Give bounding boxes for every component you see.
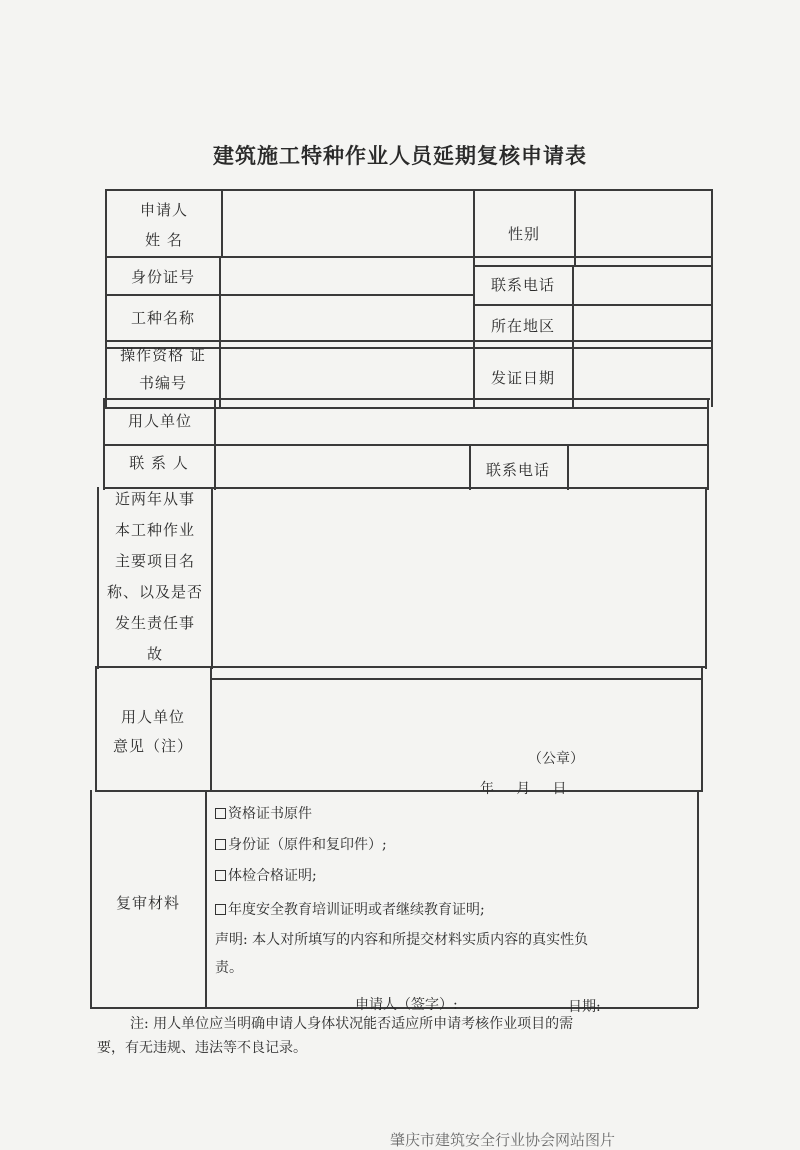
employer-label: 用人单位 bbox=[127, 412, 192, 430]
contact-person-field[interactable] bbox=[216, 446, 468, 486]
id-number-label: 身份证号 bbox=[130, 268, 195, 286]
footnote-line-1: 注: 用人单位应当明确申请人身体状况能否适应所申请考核作业项目的需 bbox=[130, 1016, 574, 1032]
region-field[interactable] bbox=[574, 306, 710, 339]
gender-field[interactable] bbox=[576, 191, 710, 264]
applicant-label-2: 姓 名 bbox=[145, 231, 183, 249]
contact-person-label: 联 系 人 bbox=[129, 454, 189, 472]
gender-label: 性别 bbox=[507, 225, 540, 243]
opinion-date: 年 月 日 bbox=[480, 781, 567, 797]
applicant-name-field[interactable] bbox=[223, 191, 472, 255]
cert-number-label-1: 操作资格 证 bbox=[120, 346, 206, 364]
id-number-field[interactable] bbox=[221, 258, 472, 293]
checkbox-icon[interactable] bbox=[215, 870, 226, 881]
opinion-field[interactable] bbox=[212, 680, 700, 740]
signature-label: 申请人（签字）: bbox=[355, 997, 458, 1013]
footnote-line-2: 要，有无违规、违法等不良记录。 bbox=[97, 1040, 307, 1056]
watermark-text: 肇庆市建筑安全行业协会网站图片 bbox=[390, 1131, 616, 1149]
material-item[interactable]: 年度安全教育培训证明或者继续教育证明; bbox=[215, 899, 485, 919]
issue-date-field[interactable] bbox=[574, 349, 710, 397]
checkbox-icon[interactable] bbox=[215, 839, 226, 850]
signature-field[interactable] bbox=[470, 992, 560, 1010]
sign-date-label: 日期: bbox=[568, 999, 601, 1015]
statement-line-1: 声明: 本人对所填写的内容和所提交材料实质内容的真实性负 bbox=[215, 932, 589, 948]
review-materials-label: 复审材料 bbox=[115, 894, 180, 912]
trade-name-field[interactable] bbox=[221, 296, 472, 339]
cert-number-field[interactable] bbox=[221, 349, 472, 397]
applicant-label-1: 申请人 bbox=[139, 201, 188, 219]
projects-label-line: 主要项目名 bbox=[114, 552, 195, 570]
checkbox-icon[interactable] bbox=[215, 904, 226, 915]
statement-line-2: 责。 bbox=[215, 960, 243, 976]
phone-field[interactable] bbox=[574, 267, 710, 303]
projects-label-line: 本工种作业 bbox=[114, 521, 195, 539]
opinion-label-1: 用人单位 bbox=[120, 708, 185, 726]
material-item[interactable]: 体检合格证明; bbox=[215, 865, 317, 885]
contact-phone-field[interactable] bbox=[569, 446, 706, 486]
contact-phone-label: 联系电话 bbox=[485, 461, 550, 479]
trade-name-label: 工种名称 bbox=[130, 309, 195, 327]
issue-date-label: 发证日期 bbox=[490, 369, 555, 387]
region-label: 所在地区 bbox=[490, 317, 555, 335]
opinion-label-2: 意见（注） bbox=[112, 737, 193, 755]
projects-field[interactable] bbox=[213, 489, 704, 665]
projects-label-line: 称、以及是否 bbox=[106, 583, 203, 601]
checkbox-icon[interactable] bbox=[215, 808, 226, 819]
projects-label-line: 发生责任事 bbox=[114, 614, 195, 632]
phone-label: 联系电话 bbox=[490, 276, 555, 294]
seal-text: （公章） bbox=[528, 751, 584, 767]
material-item[interactable]: 资格证书原件 bbox=[215, 803, 312, 823]
projects-label-line: 近两年从事 bbox=[114, 490, 195, 508]
cert-number-label-2: 书编号 bbox=[138, 374, 187, 392]
employer-field[interactable] bbox=[216, 409, 706, 443]
material-item[interactable]: 身份证（原件和复印件）; bbox=[215, 834, 387, 854]
form-title: 建筑施工特种作业人员延期复核申请表 bbox=[213, 143, 587, 168]
projects-label-line: 故 bbox=[146, 645, 163, 663]
